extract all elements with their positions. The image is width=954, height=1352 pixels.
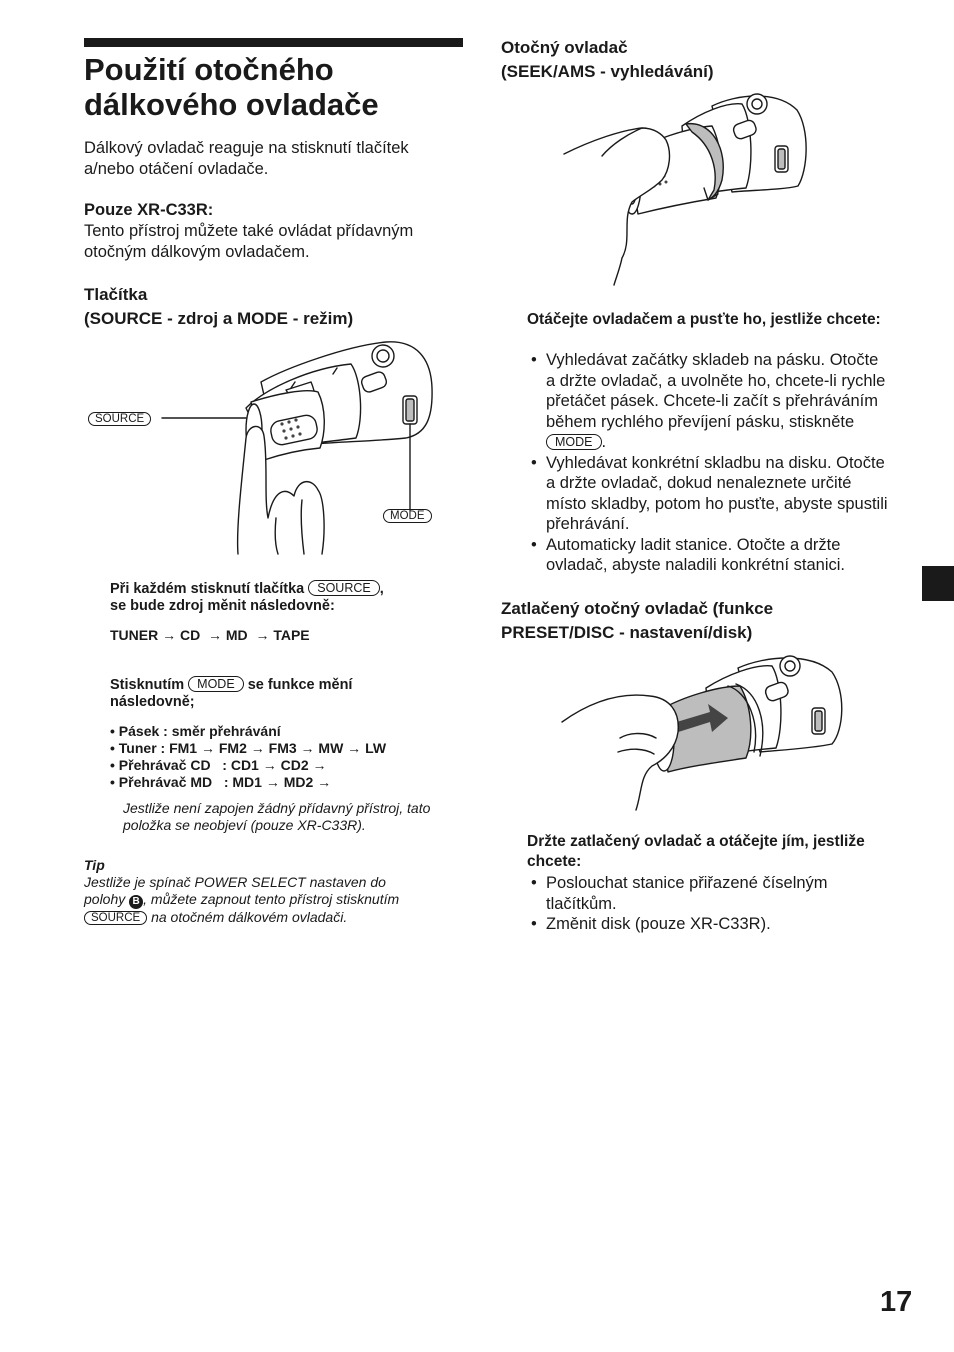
tip-block	[84, 857, 464, 926]
seek-item1-end: .	[601, 433, 607, 451]
title-rule	[84, 38, 463, 47]
fig1-mode-callout	[383, 507, 432, 525]
seek-intro	[527, 310, 887, 330]
mode-note: Jestliže není zapojen žádný přídavný přístroj, tato položka se neobjeví (pouze XR-C33R).	[123, 800, 431, 833]
fig1-source-callout	[88, 410, 151, 428]
source-explanation	[110, 580, 470, 615]
tip-line1: Jestliže je spínač POWER SELECT nastaven do	[84, 874, 386, 890]
xr-note-text: Tento přístroj můžete také ovládat přídavným otočným dálkovým ovladačem.	[84, 222, 414, 261]
page-number: 17	[880, 1286, 913, 1318]
seek-section-title	[501, 36, 881, 84]
mode-button-label: MODE	[383, 509, 432, 523]
list-item: • Změnit disk (pouze XR-C33R).	[528, 914, 890, 935]
seek-list	[528, 350, 890, 576]
source-button-label: SOURCE	[88, 412, 151, 426]
tip-label: Tip	[84, 857, 105, 873]
page-title-line1: Použití otočného	[84, 52, 334, 87]
mode-explanation	[110, 676, 470, 711]
seek-title-line2: (SEEK/AMS - vyhledávání)	[501, 62, 714, 81]
preset-intro-text: Držte zatlačený ovladač a otáčejte jím, jestliže chcete:	[527, 833, 865, 870]
xr-note-label: Pouze XR-C33R:	[84, 201, 214, 219]
buttons-title-line1: Tlačítka	[84, 285, 148, 304]
source-inline-button: SOURCE	[308, 580, 379, 596]
list-item: • Tuner : FM1 → FM2 → FM3 → MW → LW	[110, 740, 387, 756]
xr-note	[84, 200, 464, 263]
list-item: • Automaticky ladit stanice. Otočte a držte ovladač, abyste naladili konkrétní stanici.	[528, 535, 890, 576]
remote-push-rotate-illustration	[560, 652, 850, 810]
preset-section-title	[501, 597, 901, 645]
source-text-line2: se bude zdroj měnit následovně:	[110, 598, 335, 614]
preset-intro	[527, 832, 907, 872]
intro-paragraph: Dálkový ovladač reaguje na stisknutí tlačítek a/nebo otáčení ovladače.	[84, 139, 409, 178]
list-item: • Vyhledávat konkrétní skladbu na disku. Otočte a držte ovladač, dokud nenaleznete určité místo skladby, potom ho pusťte, abyste spustili přehrávání.	[528, 453, 890, 535]
seek-item1-text: Vyhledávat začátky skladeb na pásku. Otočte a držte ovladač, a uvolněte ho, chcete-li rychle přetáčet pásek. Chcete-li začít s přehráváním během rychlého převíjení pásku, stiskněte	[546, 351, 886, 431]
seek-intro-text: Otáčejte ovladačem a pusťte ho, jestliže chcete:	[527, 311, 881, 328]
list-item: • Přehrávač MD : MD1 → MD2 →	[110, 774, 332, 790]
source-sequence: TUNER → CD → MD → TAPE	[110, 627, 310, 643]
tip-source-button: SOURCE	[84, 911, 147, 925]
list-item: • Poslouchat stanice přiřazené číselným tlačítkům.	[528, 873, 890, 914]
preset-title-line1: Zatlačený otočný ovladač (funkce	[501, 599, 774, 618]
list-item	[528, 350, 890, 453]
position-badge: B	[129, 895, 143, 909]
tip-line3	[84, 909, 464, 926]
tip-line2	[84, 891, 464, 909]
list-item: • Pásek : směr přehrávání	[110, 723, 281, 739]
section-side-tab	[922, 566, 954, 601]
seek-title-line1: Otočný ovladač	[501, 38, 628, 57]
source-text-before: Při každém stisknutí tlačítka	[110, 581, 305, 597]
remote-rotate-illustration	[562, 90, 812, 285]
buttons-section-title	[84, 283, 464, 331]
page-title	[84, 52, 474, 122]
mode-text-before: Stisknutím	[110, 677, 185, 693]
preset-title-line2: PRESET/DISC - nastavení/disk)	[501, 623, 753, 642]
mode-inline-button: MODE	[188, 676, 244, 692]
tip-line2-after: , můžete zapnout tento přístroj stisknutím	[143, 891, 400, 907]
buttons-title-line2: (SOURCE - zdroj a MODE - režim)	[84, 309, 354, 328]
preset-list	[528, 873, 890, 935]
mode-list	[110, 723, 470, 791]
tip-line3-after: na otočném dálkovém ovladači.	[151, 909, 348, 925]
tip-line2-before: polohy	[84, 891, 126, 907]
page-title-line2: dálkového ovladače	[84, 87, 379, 122]
source-text-after: ,	[379, 581, 384, 597]
mode-text-after: se funkce mění	[247, 677, 353, 693]
seek-mode-button: MODE	[546, 434, 602, 450]
mode-text-line2: následovně;	[110, 694, 195, 710]
list-item: • Přehrávač CD : CD1 → CD2 →	[110, 757, 327, 773]
